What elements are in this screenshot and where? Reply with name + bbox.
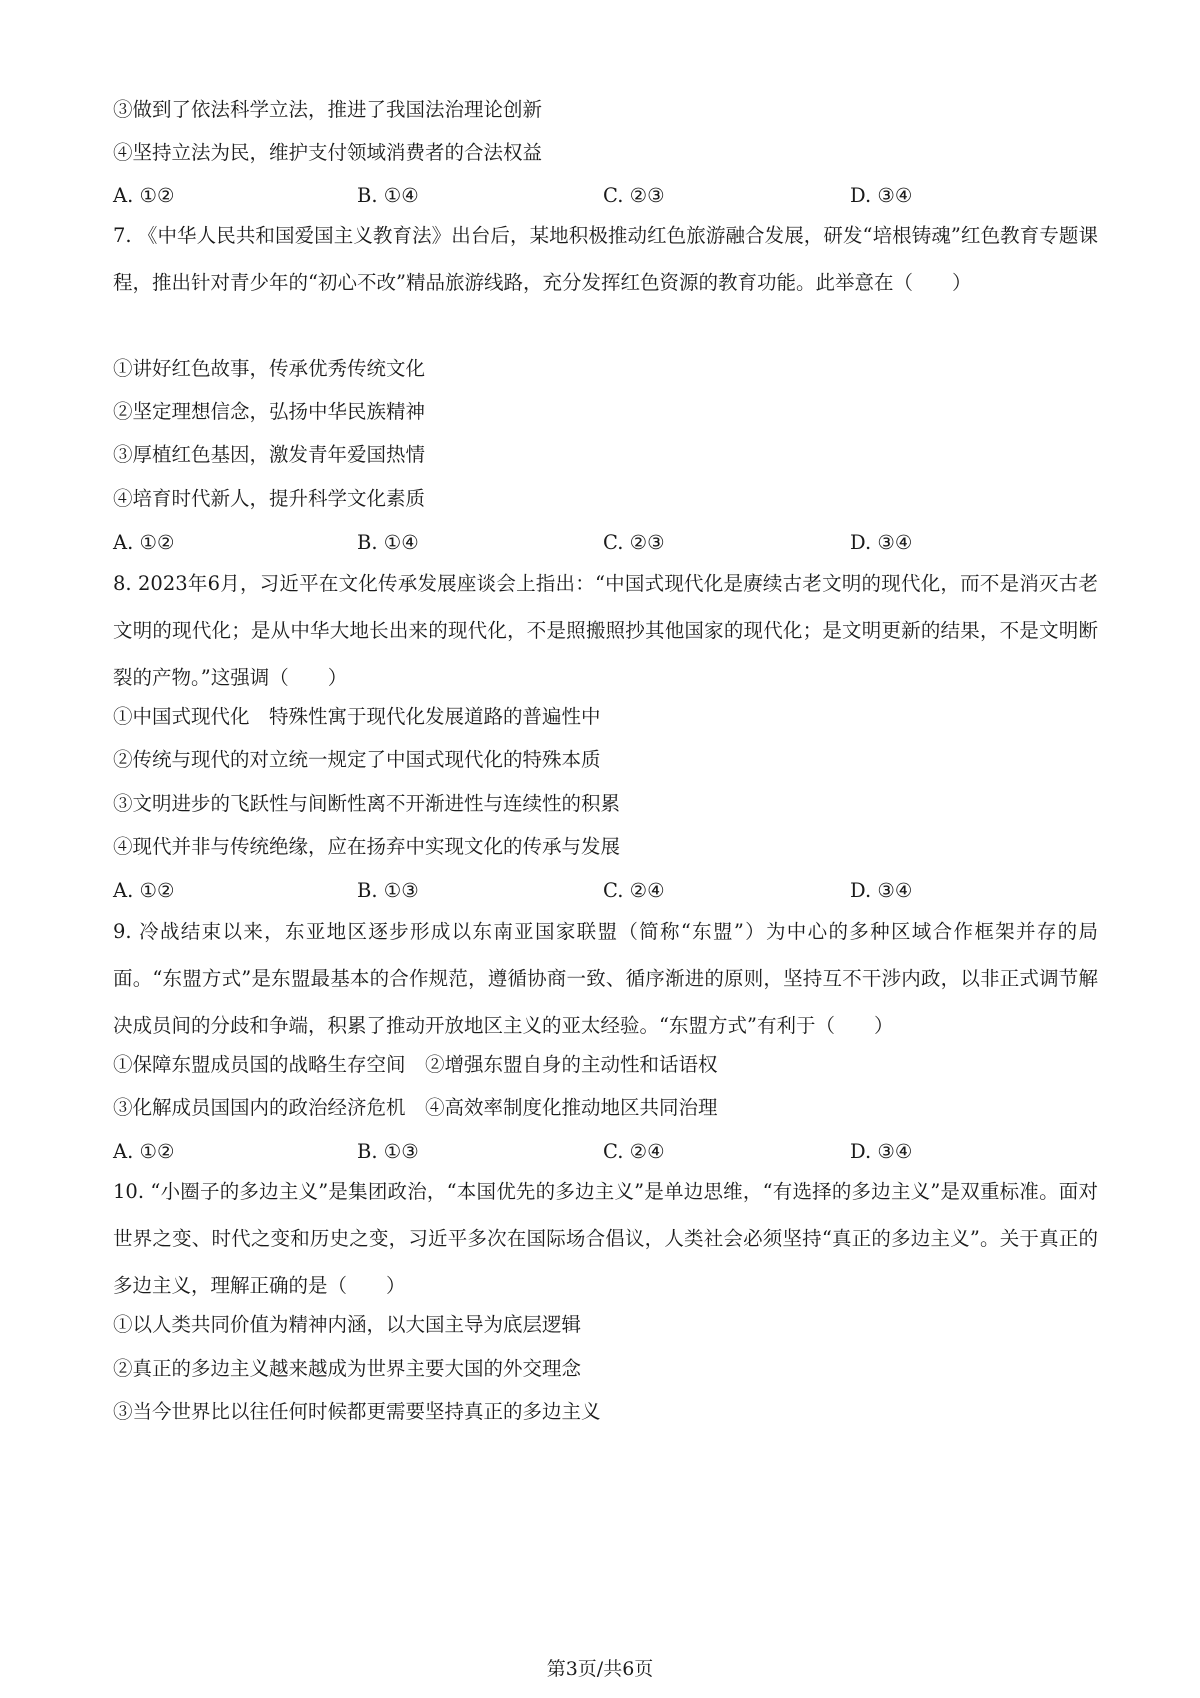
q9-items-line-1: ①保障东盟成员国的战略生存空间 ②增强东盟自身的主动性和话语权 (113, 1053, 718, 1076)
q9-option-b: B. ①③ (357, 1140, 419, 1163)
q9-option-a: A. ①② (113, 1140, 175, 1163)
q7-item-2: ②坚定理想信念，弘扬中华民族精神 (113, 400, 426, 423)
q9-option-d: D. ③④ (850, 1140, 913, 1163)
q10-stem: 10. “小圈子的多边主义”是集团政治，“本国优先的多边主义”是单边思维，“有选择的多边主义”是双重标准。面对世界之变、时代之变和历史之变，习近平多次在国际场合倡议，人类社会必须坚持“真正的多边主义”。关于真正的多边主义，理解正确的是（ ） (113, 1180, 1098, 1297)
q6-options (113, 182, 1098, 210)
q7-option-c: C. ②③ (603, 531, 665, 554)
q9-stem: 9. 冷战结束以来，东亚地区逐步形成以东南亚国家联盟（简称“东盟”）为中心的多种区域合作框架并存的局面。“东盟方式”是东盟最基本的合作规范，遵循协商一致、循序渐进的原则，坚持互不干涉内政，以非正式调节解决成员间的分歧和争端，积累了推动开放地区主义的亚太经验。“东盟方式”有利于（ ） (113, 920, 1098, 1037)
q7-option-b: B. ①④ (357, 531, 419, 554)
q7-options (113, 529, 1098, 557)
q7-item-1: ①讲好红色故事，传承优秀传统文化 (113, 357, 426, 380)
q8-item-3: ③文明进步的飞跃性与间断性离不开渐进性与连续性的积累 (113, 792, 621, 815)
q6-option-b: B. ①④ (357, 184, 419, 207)
q10-item-2: ②真正的多边主义越来越成为世界主要大国的外交理念 (113, 1357, 582, 1380)
q10-item-1: ①以人类共同价值为精神内涵，以大国主导为底层逻辑 (113, 1313, 582, 1336)
q7-stem: 7. 《中华人民共和国爱国主义教育法》出台后，某地积极推动红色旅游融合发展，研发“培根铸魂”红色教育专题课程，推出针对青少年的“初心不改”精品旅游线路，充分发挥红色资源的教育功能。此举意在（ ） (113, 224, 1098, 294)
q8-option-c: C. ②④ (603, 879, 665, 902)
q9-option-c: C. ②④ (603, 1140, 665, 1163)
q9-items-line-2: ③化解成员国国内的政治经济危机 ④高效率制度化推动地区共同治理 (113, 1096, 718, 1119)
q8-options (113, 877, 1098, 905)
q8-item-4: ④现代并非与传统绝缘，应在扬弃中实现文化的传承与发展 (113, 835, 621, 858)
page-footer: 第3页/共6页 (546, 1658, 654, 1680)
q9-options (113, 1138, 1098, 1166)
q7-option-a: A. ①② (113, 531, 175, 554)
q6-item-4: ④坚持立法为民，维护支付领域消费者的合法权益 (113, 141, 543, 164)
q7-item-3: ③厚植红色基因，激发青年爱国热情 (113, 443, 426, 466)
q6-item-3: ③做到了依法科学立法，推进了我国法治理论创新 (113, 98, 543, 121)
q8-item-1: ①中国式现代化 特殊性寓于现代化发展道路的普遍性中 (113, 705, 601, 728)
q10-item-3: ③当今世界比以往任何时候都更需要坚持真正的多边主义 (113, 1400, 601, 1423)
q8-option-a: A. ①② (113, 879, 175, 902)
q6-option-d: D. ③④ (850, 184, 913, 207)
q7-option-d: D. ③④ (850, 531, 913, 554)
q6-option-c: C. ②③ (603, 184, 665, 207)
q8-option-d: D. ③④ (850, 879, 913, 902)
q8-item-2: ②传统与现代的对立统一规定了中国式现代化的特殊本质 (113, 748, 601, 771)
q8-option-b: B. ①③ (357, 879, 419, 902)
q6-option-a: A. ①② (113, 184, 175, 207)
q7-item-4: ④培育时代新人，提升科学文化素质 (113, 487, 426, 510)
q8-stem: 8. 2023年6月，习近平在文化传承发展座谈会上指出：“中国式现代化是赓续古老文明的现代化，而不是消灭古老文明的现代化；是从中华大地长出来的现代化，不是照搬照抄其他国家的现代化；是文明更新的结果，不是文明断裂的产物。”这强调（ ） (113, 572, 1098, 689)
